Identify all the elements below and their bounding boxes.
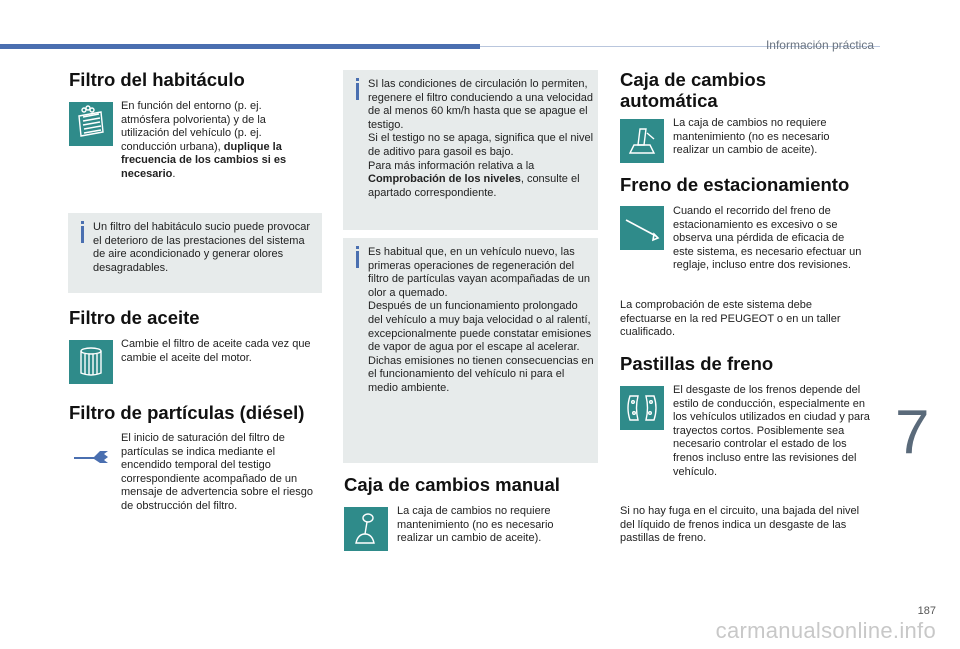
regeneration-note-text-b: Si el testigo no se apaga, significa que el nivel de aditivo para gasoil es bajo. <box>368 132 594 158</box>
wrench-icon <box>72 445 112 465</box>
cabin-filter-note <box>68 213 322 293</box>
regeneration-note-text-a: SI las condiciones de circulación lo permiten, regenere el filtro conduciendo a una velocidad de al menos 60 km/h hasta que se apague el testigo. <box>368 78 594 131</box>
manual-gearbox-text: La caja de cambios no requiere mantenimiento (no es necesario realizar un cambio de aceite). <box>397 505 554 545</box>
automatic-gearbox-text: La caja de cambios no requiere mantenimiento (no es necesario realizar un cambio de aceite). <box>673 117 830 157</box>
automatic-gearshift-icon <box>620 119 664 163</box>
watermark: carmanualsonline.info <box>715 618 936 643</box>
parking-brake-title: Freno de estacionamiento <box>620 174 850 195</box>
new-vehicle-note-text-a: Es habitual que, en un vehículo nuevo, las primeras operaciones de regeneración del filtro de partículas vayan acompañadas de un olor a quemado. <box>368 246 590 299</box>
info-icon <box>75 221 91 243</box>
particle-filter-text: El inicio de saturación del filtro de partículas se indica mediante el encendido temporal del testigo correspondiente acompañado de un mensaje de advertencia sobre el riesgo de obstrucción del filtro. <box>121 432 314 512</box>
header-accent-bar <box>0 44 480 49</box>
parking-brake-icon <box>620 206 664 250</box>
brake-pads-title: Pastillas de freno <box>620 353 774 374</box>
oil-filter-icon <box>69 340 113 384</box>
cabin-filter-text: En función del entorno (p. ej. atmósfera polvorienta) y de la utilización del vehículo (p. ej. conducción urbana), duplique la frecuencia de los cambios si es necesario. <box>121 100 287 180</box>
page-number: 187 <box>917 605 936 617</box>
info-icon <box>350 246 366 268</box>
brake-pads-icon <box>620 386 664 430</box>
manual-gearbox-title: Caja de cambios manual <box>344 474 560 495</box>
particle-filter-title: Filtro de partículas (diésel) <box>69 402 305 423</box>
regeneration-note-text-c: Para más información relativa a la Comprobación de los niveles, consulte el apartado correspondiente. <box>368 159 580 199</box>
new-vehicle-note-text-b: Después de un funcionamiento prolongado del vehículo a muy baja velocidad o al ralentí, excepcionalmente puede constatar emisiones de vapor de agua por el escape al acelerar. Dichas emisiones no tienen consecuencias en el funcionamiento del vehículo ni para el medio ambiente. <box>368 300 594 394</box>
cabin-filter-note-text: Un filtro del habitáculo sucio puede provocar el deterioro de las prestaciones del sistema de aire acondicionado y generar olores desagradables. <box>93 221 311 274</box>
cabin-filter-icon <box>69 102 113 146</box>
section-title: Información práctica <box>765 38 874 52</box>
chapter-number: 7 <box>895 398 930 467</box>
cabin-filter-title: Filtro del habitáculo <box>69 69 245 90</box>
brake-pads-text-2: Si no hay fuga en el circuito, una bajada del nivel del líquido de frenos indica un desgaste de las pastillas de freno. <box>620 505 860 545</box>
regeneration-note <box>343 70 598 230</box>
brake-pads-text: El desgaste de los frenos depende del estilo de conducción, especialmente en los vehículos utilizados en ciudad y para trayectos cortos. Posiblemente sea necesario controlar el estado de los frenos incluso entre las revisiones del vehículo. <box>673 384 870 478</box>
parking-brake-text: Cuando el recorrido del freno de estacionamiento es excesivo o se observa una pérdida de eficacia de este sistema, es necesario efectuar un reglaje, incluso entre dos revisiones. <box>673 205 862 272</box>
automatic-gearbox-title: Caja de cambios automática <box>620 69 767 111</box>
oil-filter-title: Filtro de aceite <box>69 307 200 328</box>
new-vehicle-note <box>343 238 598 463</box>
parking-brake-text-2: La comprobación de este sistema debe efectuarse en la red PEUGEOT o en un taller cualificado. <box>620 299 841 339</box>
gearshift-icon <box>344 507 388 551</box>
oil-filter-text: Cambie el filtro de aceite cada vez que cambie el aceite del motor. <box>121 338 311 364</box>
info-icon <box>350 78 366 100</box>
